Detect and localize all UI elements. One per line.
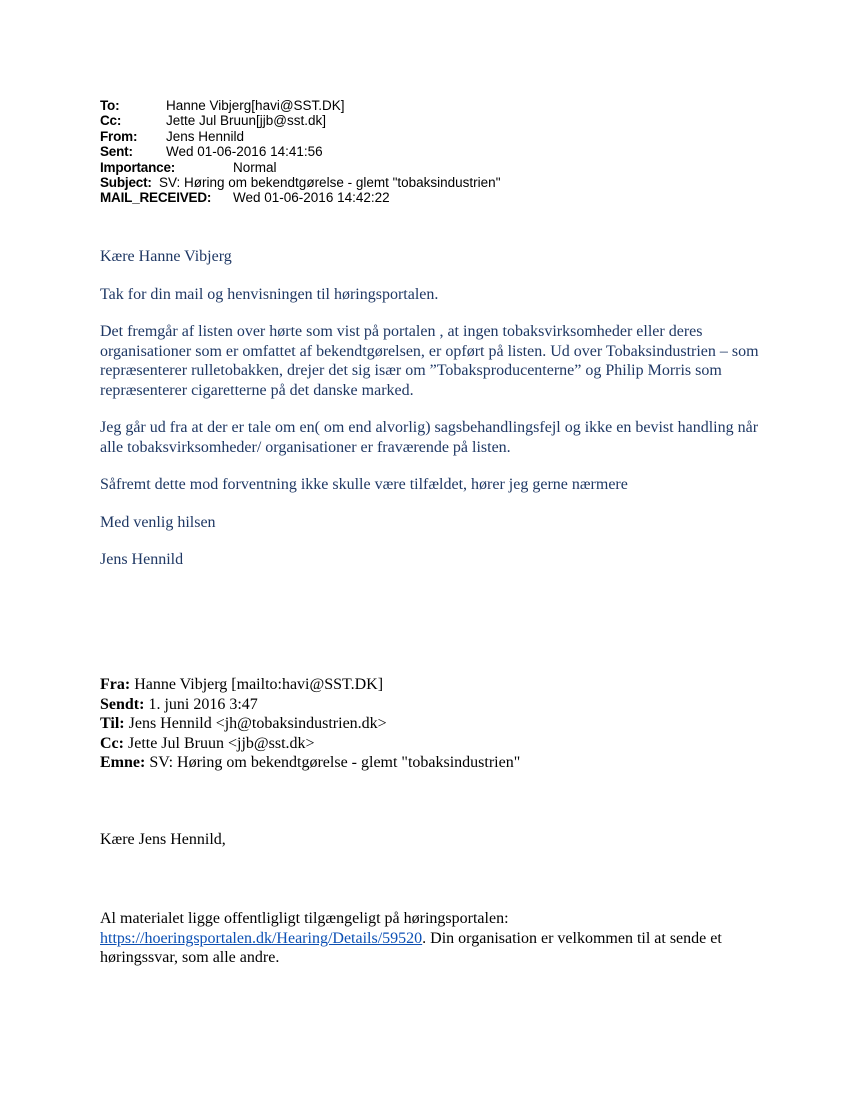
- header-importance-row: [100, 159, 277, 175]
- reply-paragraph-2: Det fremgår af listen over hørte som vist på portalen , at ingen tobaksvirksomheder eller deres organisationer som er omfattet af bekendtgørelsen, er opført på listen. Ud over Tobaksindustrien – som repræsenterer rulletobakken, drejer det sig især om ”Tobaksproducenterne” og Philip Morris som repræsenterer cigaretterne på det danske marked.: [100, 323, 759, 399]
- quoted-greeting-block: [100, 830, 760, 850]
- quoted-fra-row: [100, 675, 520, 695]
- reply-paragraph-4: Såfremt dette mod forventning ikke skulle være tilfældet, hører jeg gerne nærmere: [100, 476, 628, 493]
- fra-label: Fra:: [100, 676, 131, 693]
- emne-label: Emne:: [100, 754, 146, 771]
- quoted-sendt-row: [100, 695, 520, 715]
- quoted-header: [100, 675, 520, 773]
- email-header: [100, 98, 501, 206]
- quoted-cc-label: Cc:: [100, 734, 124, 752]
- to-label: To:: [100, 98, 120, 113]
- quoted-emne-row: [100, 753, 520, 773]
- header-received-row: [100, 190, 390, 206]
- til-value: Jens Hennild <jh@tobaksindustrien.dk>: [128, 715, 387, 732]
- header-subject-row: [100, 174, 501, 190]
- header-sent-row: [100, 144, 323, 160]
- quoted-body: [100, 909, 760, 968]
- quoted-greeting: Kære Jens Hennild,: [100, 831, 226, 848]
- header-cc-row: [100, 113, 327, 129]
- fra-value: Hanne Vibjerg [mailto:havi@SST.DK]: [134, 676, 384, 693]
- sendt-label: Sendt:: [100, 695, 145, 713]
- to-value: Hanne Vibjerg[havi@SST.DK]: [166, 98, 345, 113]
- hearing-portal-link[interactable]: https://hoeringsportalen.dk/Hearing/Details/59520: [100, 929, 423, 947]
- quoted-body-intro: Al materialet ligge offentligligt tilgængeligt på høringsportalen:: [100, 910, 509, 927]
- reply-body: [100, 247, 760, 570]
- header-from-row: [100, 128, 245, 144]
- quoted-cc-value: Jette Jul Bruun <jjb@sst.dk>: [127, 734, 315, 752]
- reply-paragraph-3: Jeg går ud fra at der er tale om en( om end alvorlig) sagsbehandlingsfejl og ikke en bevist handling når alle tobaksvirksomheder/ organisationer er fraværende på listen.: [100, 419, 759, 456]
- sendt-value: 1. juni 2016 3:47: [148, 695, 258, 713]
- cc-value: Jette Jul Bruun[jjb@sst.dk]: [166, 113, 327, 129]
- subject-value: SV: Høring om bekendtgørelse - glemt "tobaksindustrien": [159, 174, 501, 190]
- header-to-row: [100, 98, 345, 113]
- sent-value: Wed 01-06-2016 14:41:56: [166, 144, 323, 160]
- reply-closing: Med venlig hilsen: [100, 513, 216, 531]
- quoted-body-rest: . Din organisation er velkommen til at sende et høringssvar, som alle andre.: [100, 929, 722, 966]
- received-value: Wed 01-06-2016 14:42:22: [233, 190, 390, 206]
- reply-signature: Jens Hennild: [100, 551, 184, 568]
- quoted-cc-row: [100, 734, 520, 754]
- subject-label: Subject:: [100, 174, 152, 190]
- from-value: Jens Hennild: [166, 128, 245, 144]
- quoted-til-row: [100, 714, 520, 734]
- sent-label: Sent:: [100, 144, 133, 160]
- reply-paragraph-1: Tak for din mail og henvisningen til høringsportalen.: [100, 285, 439, 303]
- received-label: MAIL_RECEIVED:: [100, 190, 212, 206]
- reply-greeting: Kære Hanne Vibjerg: [100, 248, 232, 265]
- cc-label: Cc:: [100, 113, 122, 129]
- importance-value: Normal: [233, 159, 277, 175]
- quoted-paragraph: [100, 909, 760, 968]
- emne-value: SV: Høring om bekendtgørelse - glemt "tobaksindustrien": [149, 754, 521, 771]
- importance-label: Importance:: [100, 159, 176, 175]
- til-label: Til:: [100, 715, 125, 732]
- from-label: From:: [100, 128, 138, 144]
